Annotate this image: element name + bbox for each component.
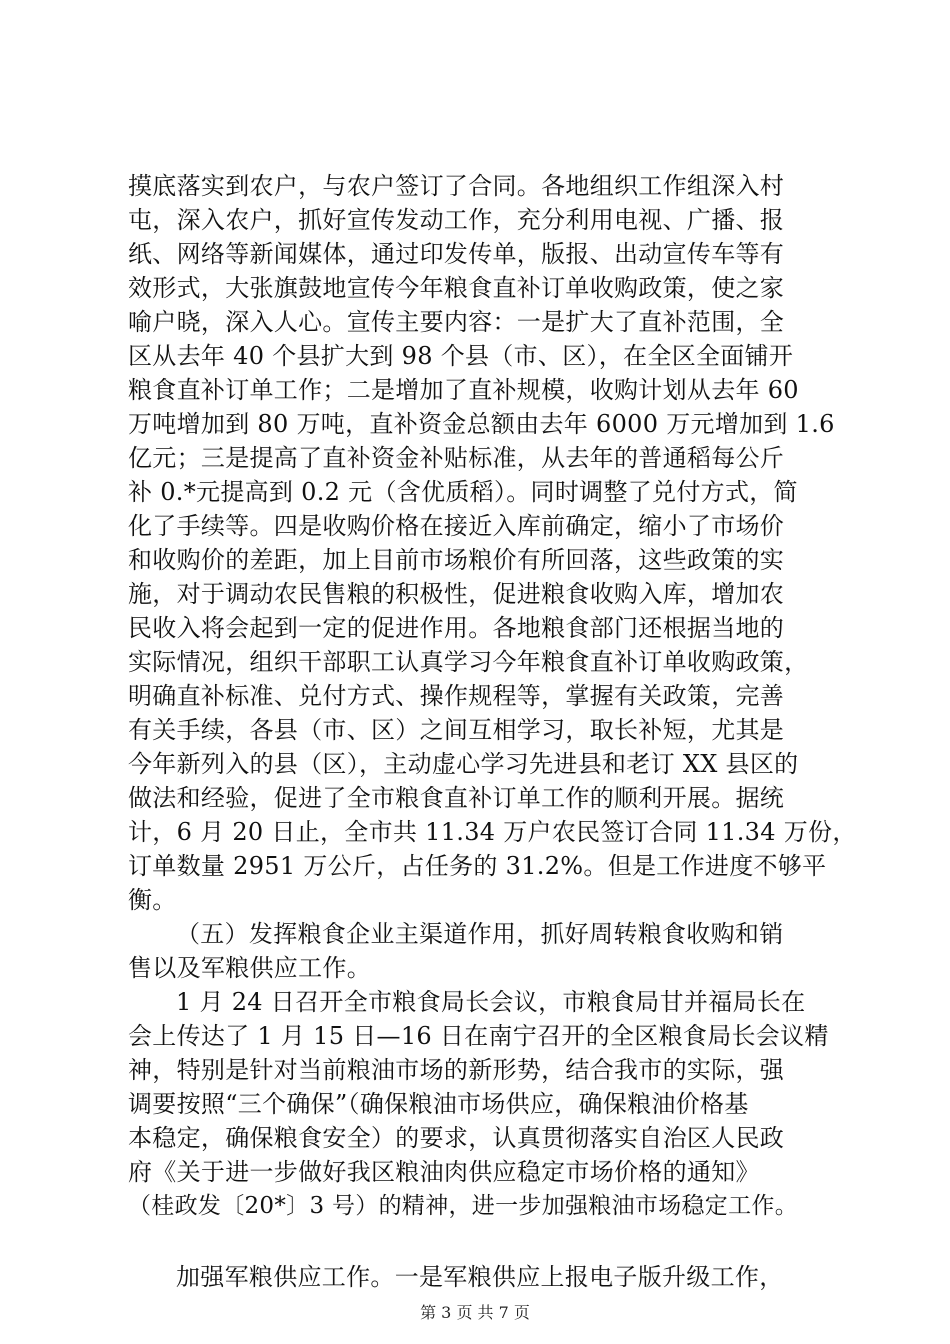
body-line: 和收购价的差距，加上目前市场粮价有所回落，这些政策的实 xyxy=(128,546,785,574)
body-line: （桂政发〔20*〕3 号）的精神，进一步加强粮油市场稳定工作。 xyxy=(128,1193,799,1219)
section-heading-line: （五）发挥粮食企业主渠道作用，抓好周转粮食收购和销 xyxy=(176,920,784,948)
body-line: 实际情况，组织干部职工认真学习今年粮食直补订单收购政策， xyxy=(128,648,809,676)
body-line: 明确直补标准、兑付方式、操作规程等，掌握有关政策，完善 xyxy=(128,682,785,710)
body-line: 调要按照“三个确保”（确保粮油市场供应，确保粮油价格基 xyxy=(128,1090,749,1118)
body-line: 万吨增加到 80 万吨，直补资金总额由去年 6000 万元增加到 1.6 xyxy=(128,410,835,438)
body-line: 效形式，大张旗鼓地宣传今年粮食直补订单收购政策，使之家 xyxy=(128,274,785,302)
body-line: 民收入将会起到一定的促进作用。各地粮食部门还根据当地的 xyxy=(128,614,785,642)
body-line: 补 0.*元提高到 0.2 元（含优质稻）。同时调整了兑付方式，简 xyxy=(128,478,798,506)
body-line: 神，特别是针对当前粮油市场的新形势，结合我市的实际，强 xyxy=(128,1056,785,1084)
body-line: 今年新列入的县（区），主动虚心学习先进县和老订 XX 县区的 xyxy=(128,750,799,778)
body-line: 喻户晓，深入人心。宣传主要内容：一是扩大了直补范围，全 xyxy=(128,308,785,336)
body-line: 衡。 xyxy=(128,886,177,914)
section-heading-line: 售以及军粮供应工作。 xyxy=(128,954,371,982)
body-line: 纸、网络等新闻媒体，通过印发传单，版报、出动宣传车等有 xyxy=(128,240,785,268)
body-line: 府《关于进一步做好我区粮油肉供应稳定市场价格的通知》 xyxy=(128,1158,760,1186)
body-line: 做法和经验，促进了全市粮食直补订单工作的顺利开展。据统 xyxy=(128,784,785,812)
body-line: 订单数量 2951 万公斤，占任务的 31.2%。但是工作进度不够平 xyxy=(128,852,827,880)
body-line: 摸底落实到农户，与农户签订了合同。各地组织工作组深入村 xyxy=(128,172,785,200)
body-line: 有关手续，各县（市、区）之间互相学习，取长补短，尤其是 xyxy=(128,716,785,744)
body-line: 加强军粮供应工作。一是军粮供应上报电子版升级工作， xyxy=(176,1263,784,1291)
body-line: 会上传达了 1 月 15 日—16 日在南宁召开的全区粮食局长会议精 xyxy=(128,1022,829,1050)
body-line: 粮食直补订单工作；二是增加了直补规模，收购计划从去年 60 xyxy=(128,376,799,404)
page-number-footer: 第 3 页 共 7 页 xyxy=(420,1303,530,1322)
body-line: 本稳定，确保粮食安全）的要求，认真贯彻落实自治区人民政 xyxy=(128,1124,785,1152)
body-line: 施，对于调动农民售粮的积极性，促进粮食收购入库，增加农 xyxy=(128,580,785,608)
body-line: 区从去年 40 个县扩大到 98 个县（市、区），在全区全面铺开 xyxy=(128,342,794,370)
body-line: 亿元；三是提高了直补资金补贴标准，从去年的普通稻每公斤 xyxy=(128,444,785,472)
body-line: 屯，深入农户，抓好宣传发动工作，充分利用电视、广播、报 xyxy=(128,206,785,234)
body-line: 1 月 24 日召开全市粮食局长会议，市粮食局甘并福局长在 xyxy=(176,988,806,1016)
body-line: 化了手续等。四是收购价格在接近入库前确定，缩小了市场价 xyxy=(128,512,785,540)
body-line: 计，6 月 20 日止，全市共 11.34 万户农民签订合同 11.34 万份， xyxy=(128,818,857,846)
